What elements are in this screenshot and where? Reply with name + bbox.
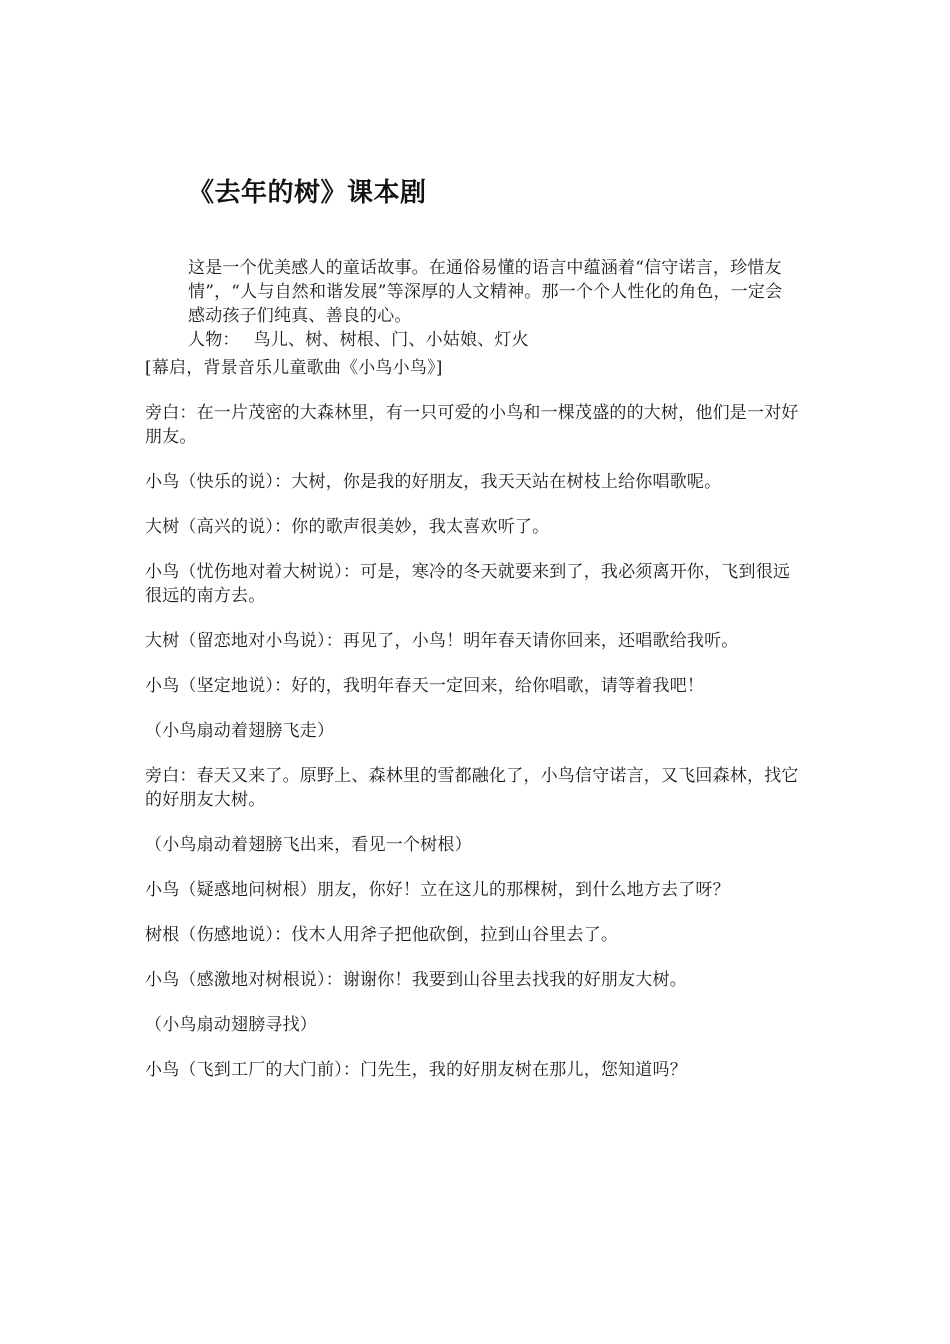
stage-direction: （小鸟扇动着翅膀飞出来，看见一个树根） bbox=[145, 835, 472, 855]
roles-line bbox=[188, 328, 798, 352]
roles-label: 人物： bbox=[188, 330, 240, 350]
stage-direction: （小鸟扇动着翅膀飞走） bbox=[145, 721, 335, 741]
script-line: 小鸟（感激地对树根说）：谢谢你！我要到山谷里去找我的好朋友大树。 bbox=[145, 970, 687, 990]
stage-direction: （小鸟扇动翅膀寻找） bbox=[145, 1015, 317, 1035]
script-line: 旁白：在一片茂密的大森林里，有一只可爱的小鸟和一棵茂盛的的大树，他们是一对好朋友。 bbox=[145, 403, 799, 447]
roles-list: 鸟儿、树、树根、门、小姑娘、灯火 bbox=[253, 330, 529, 350]
intro-paragraph: 这是一个优美感人的童话故事。在通俗易懂的语言中蕴涵着“信守诺言，珍惜友情”，“人与自然和谐发展”等深厚的人文精神。那一个个人性化的角色，一定会感动孩子们纯真、善良的心。 bbox=[188, 258, 783, 326]
script-line: 小鸟（飞到工厂的大门前）：门先生，我的好朋友树在那儿，您知道吗？ bbox=[145, 1060, 687, 1080]
script-line: 大树（留恋地对小鸟说）：再见了，小鸟！明年春天请你回来，还唱歌给我听。 bbox=[145, 631, 739, 651]
intro-section bbox=[188, 256, 798, 352]
script-line: 旁白：春天又来了。原野上、森林里的雪都融化了，小鸟信守诺言，又飞回森林，找它的好朋友大树。 bbox=[145, 766, 799, 810]
play-script bbox=[145, 356, 805, 1103]
script-line: 小鸟（疑惑地问树根）朋友，你好！立在这儿的那棵树，到什么地方去了呀？ bbox=[145, 880, 730, 900]
document-title: 《去年的树》课本剧 bbox=[188, 178, 427, 208]
script-line: 小鸟（忧伤地对着大树说）：可是，寒冷的冬天就要来到了，我必须离开你，飞到很远很远的南方去。 bbox=[145, 562, 791, 606]
script-line: 大树（高兴的说）：你的歌声很美妙，我太喜欢听了。 bbox=[145, 517, 550, 537]
curtain-direction: [幕启，背景音乐儿童歌曲《小鸟小鸟》] bbox=[145, 358, 443, 378]
script-line: 小鸟（快乐的说）：大树，你是我的好朋友，我天天站在树枝上给你唱歌呢。 bbox=[145, 472, 722, 492]
script-line: 小鸟（坚定地说）：好的，我明年春天一定回来，给你唱歌，请等着我吧！ bbox=[145, 676, 705, 696]
script-line: 树根（伤感地说）：伐木人用斧子把他砍倒，拉到山谷里去了。 bbox=[145, 925, 619, 945]
